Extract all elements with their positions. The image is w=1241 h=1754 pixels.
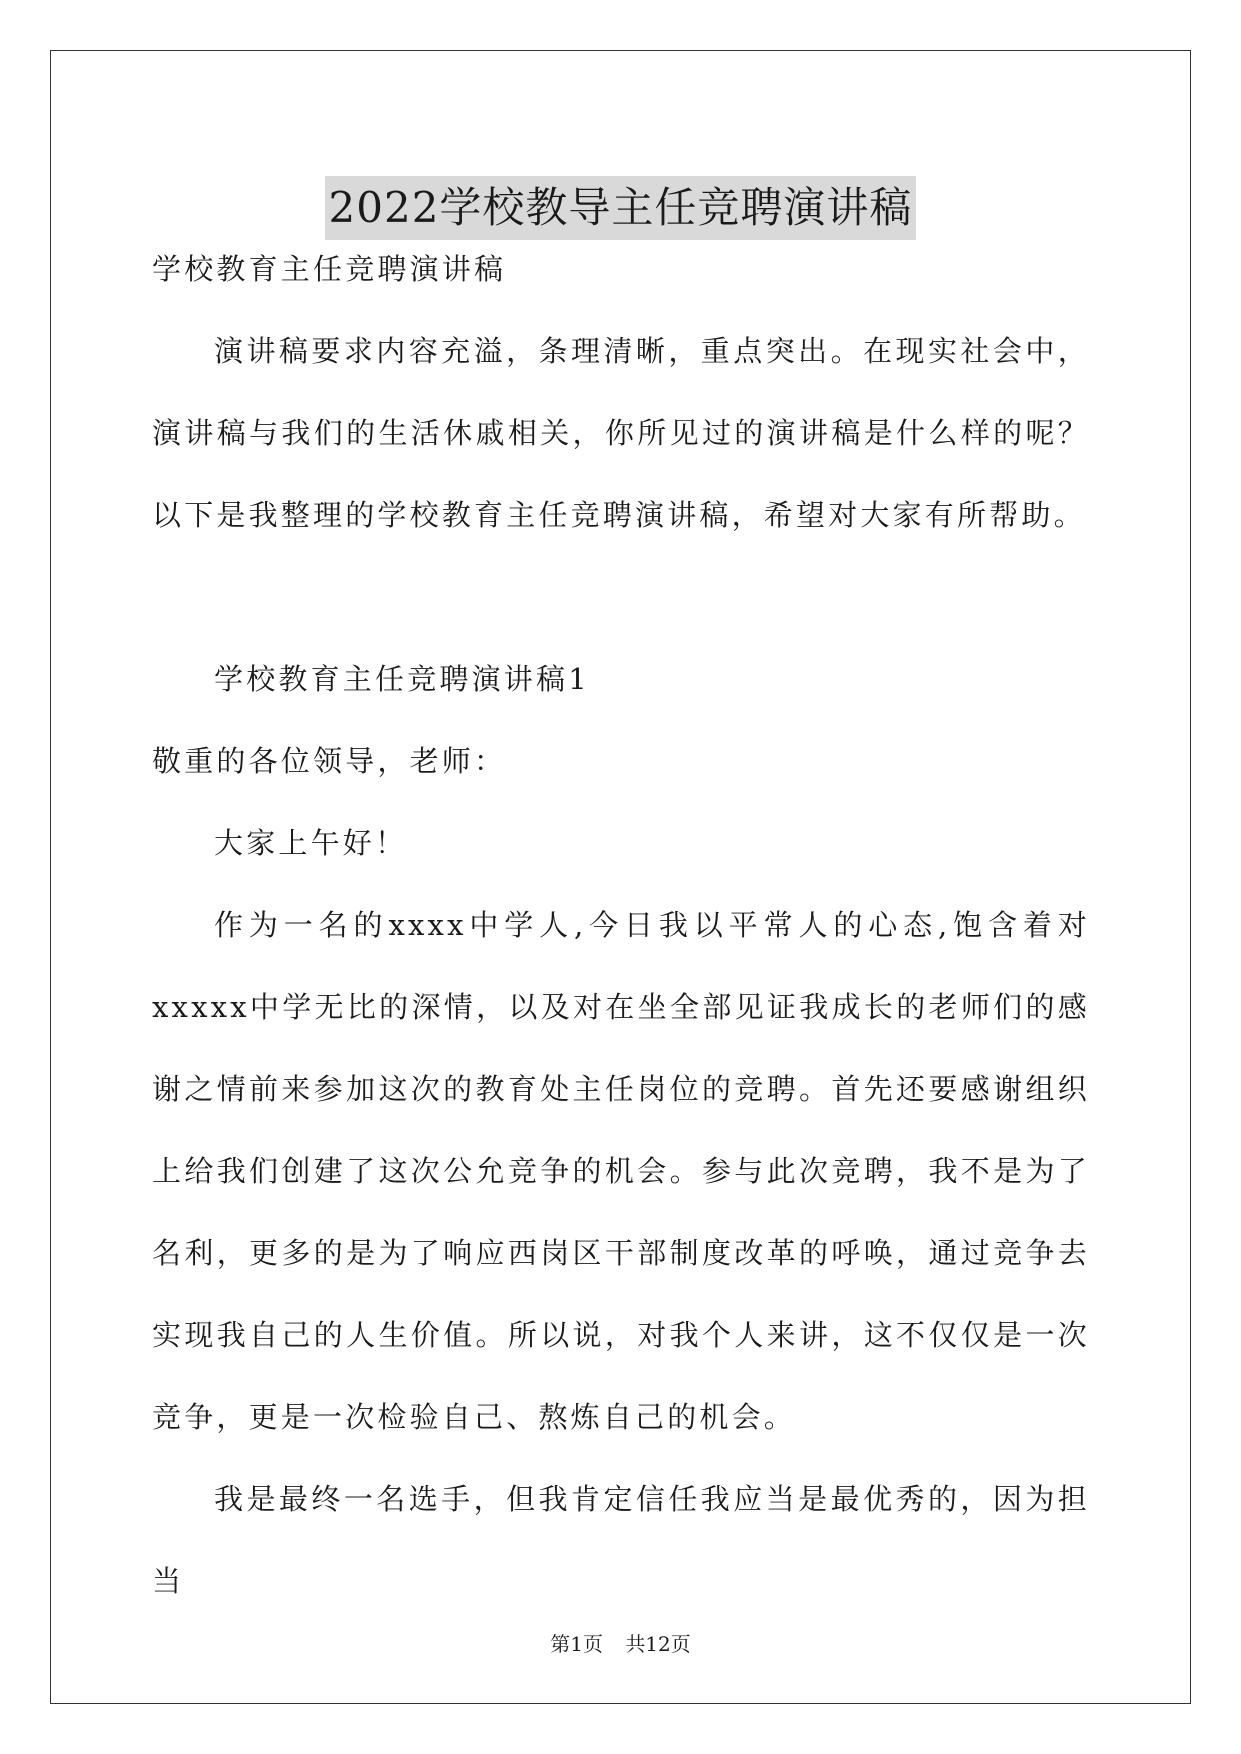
- paragraph-continued: 我是最终一名选手，但我肯定信任我应当是最优秀的，因为担当: [152, 1482, 1090, 1598]
- paragraph-body: 作为一名的xxxx中学人,今日我以平常人的心态,饱含着对xxxxx中学无比的深情，以及对在坐全部见证我成长的老师们的感谢之情前来参加这次的教育处主任岗位的竞聘。首先还要感谢组织上给我们创建了这次公允竞争的机会。参与此次竞聘，我不是为了名利，更多的是为了响应西岗区干部制度改革的呼唤，通过竞争去实现我自己的人生价值。所以说，对我个人来讲，这不仅仅是一次竞争，更是一次检验自己、熬炼自己的机会。: [152, 908, 1090, 1434]
- page-number-total: 共12页: [625, 1632, 691, 1656]
- paragraph-greeting: 大家上午好！: [214, 826, 408, 860]
- page-number-current: 第1页: [550, 1632, 603, 1656]
- document-title: 2022学校教导主任竞聘演讲稿: [325, 176, 917, 240]
- section-heading: 学校教育主任竞聘演讲稿1: [214, 662, 590, 696]
- document-body: [152, 228, 1090, 1622]
- paragraph-heading: 学校教育主任竞聘演讲稿: [152, 252, 507, 286]
- paragraph-salutation: 敬重的各位领导，老师：: [152, 744, 507, 778]
- paragraph-intro: 演讲稿要求内容充溢，条理清晰，重点突出。在现实社会中，演讲稿与我们的生活休戚相关，你所见过的演讲稿是什么样的呢？以下是我整理的学校教育主任竞聘演讲稿，希望对大家有所帮助。: [152, 334, 1090, 532]
- page-footer: [0, 1628, 1241, 1657]
